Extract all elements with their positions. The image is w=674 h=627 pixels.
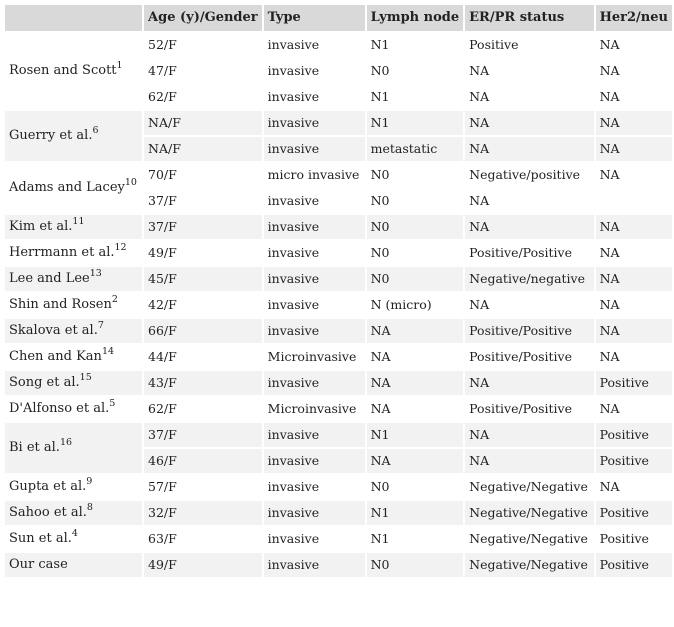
reference-number: 8: [86, 502, 93, 513]
her2-neu-cell: Positive: [596, 527, 672, 551]
type-cell: invasive: [264, 111, 365, 135]
type-cell: invasive: [264, 59, 365, 83]
lymph-node-cell: N0: [367, 553, 464, 577]
reference-number: 6: [92, 125, 99, 136]
type-cell: invasive: [264, 215, 365, 239]
her2-neu-cell: NA: [596, 85, 672, 109]
type-cell: invasive: [264, 293, 365, 317]
author-cell: [5, 241, 142, 265]
er-pr-status-cell: Negative/positive: [465, 163, 593, 187]
lymph-node-cell: NA: [367, 319, 464, 343]
lymph-node-cell: N1: [367, 33, 464, 57]
type-cell: invasive: [264, 189, 365, 213]
age-gender-cell: 43/F: [144, 371, 262, 395]
reference-number: 16: [59, 437, 73, 448]
her2-neu-cell: [596, 189, 672, 213]
her2-neu-cell: NA: [596, 215, 672, 239]
age-gender-cell: 45/F: [144, 267, 262, 291]
age-gender-cell: 52/F: [144, 33, 262, 57]
table-row: [5, 397, 672, 421]
author-cell: [5, 293, 142, 317]
er-pr-status-cell: Negative/Negative: [465, 553, 593, 577]
header-lymph-node: Lymph node: [367, 5, 464, 31]
age-gender-cell: 62/F: [144, 397, 262, 421]
table-row: [5, 293, 672, 317]
lymph-node-cell: N1: [367, 501, 464, 525]
er-pr-status-cell: NA: [465, 111, 593, 135]
er-pr-status-cell: NA: [465, 85, 593, 109]
lymph-node-cell: metastatic: [367, 137, 464, 161]
type-cell: invasive: [264, 85, 365, 109]
table-row: [5, 423, 672, 447]
author-name: Guerry et al.: [9, 128, 93, 143]
type-cell: invasive: [264, 449, 365, 473]
age-gender-cell: 47/F: [144, 59, 262, 83]
header-her2-neu: Her2/neu: [596, 5, 672, 31]
reference-number: 7: [97, 320, 104, 331]
type-cell: invasive: [264, 553, 365, 577]
er-pr-status-cell: NA: [465, 215, 593, 239]
type-cell: invasive: [264, 33, 365, 57]
age-gender-cell: 57/F: [144, 475, 262, 499]
author-cell: [5, 33, 142, 109]
lymph-node-cell: NA: [367, 449, 464, 473]
author-cell: [5, 267, 142, 291]
reference-number: 4: [71, 528, 78, 539]
author-cell: [5, 371, 142, 395]
header-row: [5, 5, 672, 31]
er-pr-status-cell: NA: [465, 423, 593, 447]
lymph-node-cell: N0: [367, 267, 464, 291]
her2-neu-cell: NA: [596, 267, 672, 291]
type-cell: invasive: [264, 371, 365, 395]
er-pr-status-cell: NA: [465, 371, 593, 395]
er-pr-status-cell: NA: [465, 293, 593, 317]
author-name: Sun et al.: [9, 531, 72, 546]
age-gender-cell: 49/F: [144, 553, 262, 577]
author-name: Lee and Lee: [9, 271, 90, 286]
age-gender-cell: 37/F: [144, 215, 262, 239]
type-cell: micro invasive: [264, 163, 365, 187]
author-name: Rosen and Scott: [9, 63, 117, 78]
reference-number: 5: [109, 398, 116, 409]
er-pr-status-cell: NA: [465, 449, 593, 473]
author-name: Our case: [9, 557, 68, 572]
type-cell: invasive: [264, 475, 365, 499]
age-gender-cell: 66/F: [144, 319, 262, 343]
lymph-node-cell: N0: [367, 241, 464, 265]
her2-neu-cell: Positive: [596, 423, 672, 447]
age-gender-cell: 46/F: [144, 449, 262, 473]
er-pr-status-cell: Negative/negative: [465, 267, 593, 291]
her2-neu-cell: NA: [596, 241, 672, 265]
author-name: Skalova et al.: [9, 323, 98, 338]
reference-number: 14: [101, 346, 115, 357]
her2-neu-cell: Positive: [596, 501, 672, 525]
header-author: [5, 5, 142, 31]
er-pr-status-cell: Positive/Positive: [465, 319, 593, 343]
er-pr-status-cell: NA: [465, 59, 593, 83]
table-row: [5, 553, 672, 577]
author-cell: [5, 423, 142, 473]
age-gender-cell: 37/F: [144, 423, 262, 447]
type-cell: invasive: [264, 501, 365, 525]
table-row: [5, 163, 672, 187]
lymph-node-cell: N0: [367, 59, 464, 83]
age-gender-cell: 62/F: [144, 85, 262, 109]
her2-neu-cell: Positive: [596, 449, 672, 473]
age-gender-cell: 37/F: [144, 189, 262, 213]
author-cell: [5, 163, 142, 213]
author-name: Adams and Lacey: [9, 180, 125, 195]
author-name: Shin and Rosen: [9, 297, 112, 312]
case-comparison-table: [3, 3, 674, 579]
age-gender-cell: NA/F: [144, 111, 262, 135]
author-name: Sahoo et al.: [9, 505, 87, 520]
author-name: Kim et al.: [9, 219, 73, 234]
table-body: [5, 33, 672, 577]
reference-number: 12: [114, 242, 127, 253]
er-pr-status-cell: Positive/Positive: [465, 345, 593, 369]
er-pr-status-cell: NA: [465, 137, 593, 161]
er-pr-status-cell: Positive: [465, 33, 593, 57]
her2-neu-cell: NA: [596, 163, 672, 187]
author-cell: [5, 501, 142, 525]
author-cell: [5, 215, 142, 239]
table-row: [5, 33, 672, 57]
type-cell: invasive: [264, 423, 365, 447]
lymph-node-cell: NA: [367, 371, 464, 395]
lymph-node-cell: N0: [367, 215, 464, 239]
her2-neu-cell: Positive: [596, 371, 672, 395]
type-cell: invasive: [264, 267, 365, 291]
age-gender-cell: NA/F: [144, 137, 262, 161]
her2-neu-cell: NA: [596, 397, 672, 421]
table-row: [5, 215, 672, 239]
table-row: [5, 501, 672, 525]
lymph-node-cell: N0: [367, 189, 464, 213]
author-cell: [5, 345, 142, 369]
er-pr-status-cell: Negative/Negative: [465, 501, 593, 525]
header-age-gender: Age (y)/Gender: [144, 5, 262, 31]
reference-number: 2: [111, 294, 118, 305]
her2-neu-cell: NA: [596, 293, 672, 317]
lymph-node-cell: N (micro): [367, 293, 464, 317]
reference-number: 15: [79, 372, 92, 383]
author-name: Chen and Kan: [9, 349, 102, 364]
age-gender-cell: 63/F: [144, 527, 262, 551]
her2-neu-cell: NA: [596, 59, 672, 83]
header-er-pr-status: ER/PR status: [465, 5, 593, 31]
type-cell: Microinvasive: [264, 397, 365, 421]
table-row: [5, 371, 672, 395]
header-type: Type: [264, 5, 365, 31]
er-pr-status-cell: Positive/Positive: [465, 397, 593, 421]
table-row: [5, 319, 672, 343]
lymph-node-cell: N1: [367, 111, 464, 135]
table-row: [5, 267, 672, 291]
author-cell: [5, 475, 142, 499]
table-row: [5, 345, 672, 369]
lymph-node-cell: NA: [367, 397, 464, 421]
author-name: Gupta et al.: [9, 479, 87, 494]
her2-neu-cell: NA: [596, 475, 672, 499]
her2-neu-cell: NA: [596, 137, 672, 161]
author-name: Herrmann et al.: [9, 245, 115, 260]
age-gender-cell: 44/F: [144, 345, 262, 369]
table-row: [5, 527, 672, 551]
reference-number: 13: [89, 268, 102, 279]
er-pr-status-cell: NA: [465, 189, 593, 213]
author-cell: [5, 527, 142, 551]
age-gender-cell: 32/F: [144, 501, 262, 525]
type-cell: invasive: [264, 319, 365, 343]
lymph-node-cell: N1: [367, 85, 464, 109]
reference-number: 1: [116, 60, 123, 71]
age-gender-cell: 70/F: [144, 163, 262, 187]
her2-neu-cell: NA: [596, 345, 672, 369]
table-row: [5, 241, 672, 265]
er-pr-status-cell: Positive/Positive: [465, 241, 593, 265]
age-gender-cell: 42/F: [144, 293, 262, 317]
table-row: [5, 475, 672, 499]
her2-neu-cell: NA: [596, 111, 672, 135]
reference-number: 11: [72, 216, 85, 227]
lymph-node-cell: NA: [367, 345, 464, 369]
author-cell: [5, 397, 142, 421]
er-pr-status-cell: Negative/Negative: [465, 527, 593, 551]
her2-neu-cell: NA: [596, 33, 672, 57]
lymph-node-cell: N0: [367, 163, 464, 187]
author-cell: [5, 111, 142, 161]
type-cell: Microinvasive: [264, 345, 365, 369]
type-cell: invasive: [264, 241, 365, 265]
reference-number: 10: [124, 177, 137, 188]
type-cell: invasive: [264, 527, 365, 551]
lymph-node-cell: N0: [367, 475, 464, 499]
lymph-node-cell: N1: [367, 527, 464, 551]
age-gender-cell: 49/F: [144, 241, 262, 265]
author-cell: [5, 553, 142, 577]
author-name: Song et al.: [9, 375, 80, 390]
author-name: Bi et al.: [9, 440, 60, 455]
type-cell: invasive: [264, 137, 365, 161]
her2-neu-cell: Positive: [596, 553, 672, 577]
author-name: D'Alfonso et al.: [9, 401, 110, 416]
her2-neu-cell: NA: [596, 319, 672, 343]
lymph-node-cell: N1: [367, 423, 464, 447]
author-cell: [5, 319, 142, 343]
table-row: [5, 111, 672, 135]
reference-number: 9: [86, 476, 93, 487]
er-pr-status-cell: Negative/Negative: [465, 475, 593, 499]
